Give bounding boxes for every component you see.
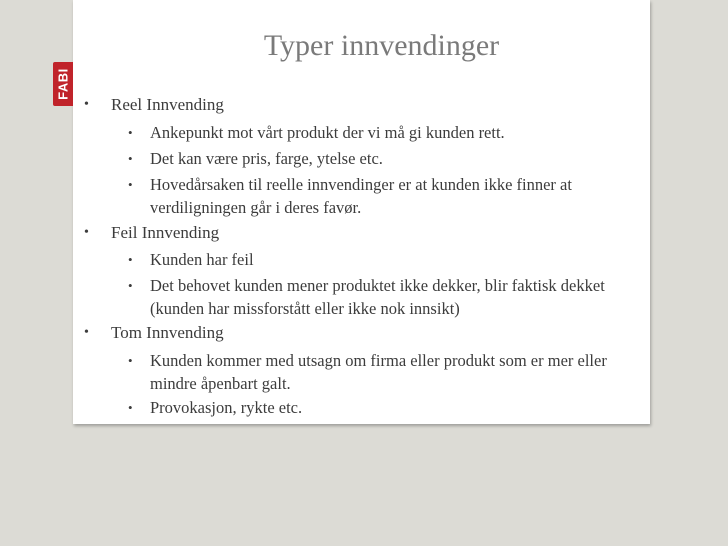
bullet-icon: •	[128, 353, 133, 368]
bullet-icon: •	[128, 125, 133, 140]
bullet-icon: •	[128, 252, 133, 267]
logo-text: FABI	[55, 68, 71, 100]
section-heading-tom: Tom Innvending	[111, 323, 224, 342]
list-item: Det kan være pris, farge, ytelse etc.	[150, 149, 383, 168]
list-item: Det behovet kunden mener produktet ikke dekker, blir faktisk dekket (kunden har missforstått eller ikke nok innsikt)	[150, 276, 605, 318]
list-item: Ankepunkt mot vårt produkt der vi må gi kunden rett.	[150, 123, 505, 142]
bullet-icon: •	[128, 400, 133, 415]
list-item: Kunden har feil	[150, 250, 254, 269]
slide-content	[73, 0, 650, 424]
bullet-icon: •	[84, 225, 89, 240]
bullet-icon: •	[128, 177, 133, 192]
slide-title: Typer innvendinger	[263, 29, 500, 62]
list-item: Hovedårsaken til reelle innvendinger er at kunden ikke finner at verdiligningen går i deres favør.	[150, 175, 572, 217]
fabi-logo	[53, 62, 73, 106]
bullet-icon: •	[128, 151, 133, 166]
bullet-icon: •	[84, 97, 89, 112]
section-heading-feil: Feil Innvending	[111, 223, 220, 242]
section-heading-reel: Reel Innvending	[111, 95, 224, 114]
list-item: Provokasjon, rykte etc.	[150, 398, 303, 417]
list-item: Kunden kommer med utsagn om firma eller produkt som er mer eller mindre åpenbart galt.	[150, 351, 607, 393]
bullet-icon: •	[84, 325, 89, 340]
slide	[73, 0, 650, 424]
bullet-icon: •	[128, 278, 133, 293]
